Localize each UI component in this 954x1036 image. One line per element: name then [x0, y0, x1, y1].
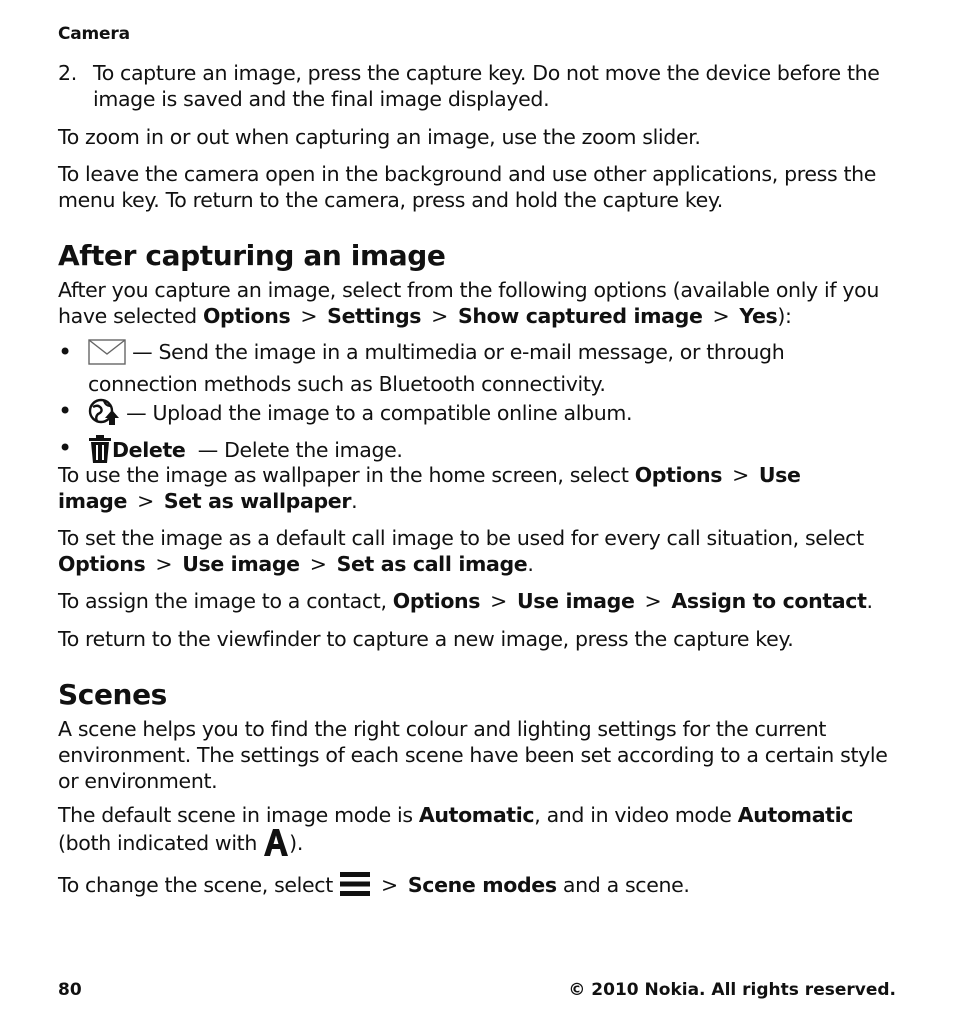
- assign-contact-paragraph: To assign the image to a contact, Options > Use image > Assign to contact.: [58, 589, 873, 613]
- after-intro: After you capture an image, select from the following options (available only if you have selected Options > Settings > Show captured image > Yes):: [58, 278, 879, 328]
- call-image-paragraph: To set the image as a default call image to be used for every call situation, select Options > Use image > Set as call image.: [58, 526, 864, 576]
- scenes-heading: Scenes: [58, 678, 167, 711]
- page-number: 80: [58, 980, 82, 1000]
- step-2: [58, 60, 898, 112]
- scenes-intro: A scene helps you to find the right colour and lighting settings for the current environment. The settings of each scene have been set according to a certain style or environment.: [58, 717, 888, 793]
- page-footer: [58, 980, 896, 1000]
- after-capturing-heading: After capturing an image: [58, 239, 446, 272]
- step-text: To capture an image, press the capture key. Do not move the device before the image is saved and the final image displayed.: [93, 61, 880, 111]
- zoom-paragraph: To zoom in or out when capturing an image, use the zoom slider.: [58, 125, 701, 149]
- envelope-icon: [88, 339, 126, 371]
- online-share-icon: [88, 398, 120, 432]
- menu-icon: [339, 870, 371, 904]
- copyright: © 2010 Nokia. All rights reserved.: [568, 980, 896, 1000]
- viewfinder-paragraph: To return to the viewfinder to capture a new image, press the capture key.: [58, 627, 794, 651]
- automatic-scene-icon: [263, 828, 289, 862]
- default-scene-paragraph: The default scene in image mode is Automatic, and in video mode Automatic (both indicated with ).: [58, 802, 898, 862]
- running-head: Camera: [58, 24, 130, 44]
- step-number: 2.: [58, 61, 77, 85]
- background-paragraph: To leave the camera open in the background and use other applications, press the menu key. To return to the camera, press and hold the capture key.: [58, 162, 877, 212]
- list-item-upload: • — Upload the image to a compatible online album.: [58, 398, 898, 432]
- list-item-delete: • Delete — Delete the image.: [58, 435, 898, 469]
- after-options-list: [58, 339, 898, 469]
- wallpaper-paragraph: To use the image as wallpaper in the home screen, select Options > Use image > Set as wallpaper.: [58, 463, 801, 513]
- list-item-send: • — Send the image in a multimedia or e-mail message, or through connection methods such as Bluetooth connectivity.: [58, 339, 898, 397]
- change-scene-paragraph: To change the scene, select > Scene modes and a scene.: [58, 870, 898, 904]
